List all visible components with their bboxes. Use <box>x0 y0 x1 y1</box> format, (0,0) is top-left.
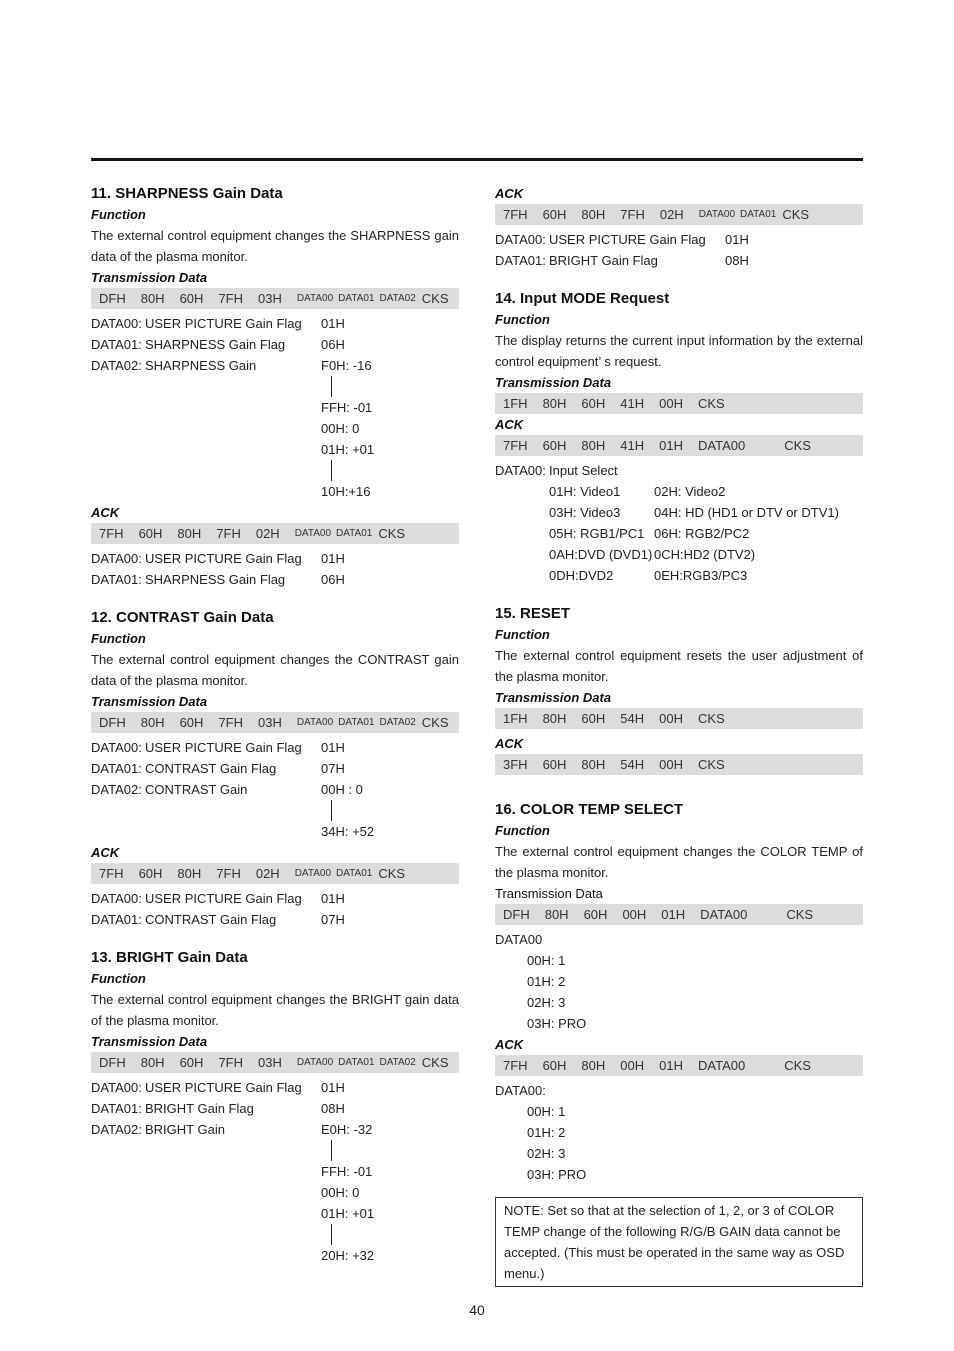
transmission-label: Transmission Data <box>495 690 612 705</box>
byte: DATA01 <box>338 717 375 728</box>
data-desc: SHARPNESS Gain <box>145 358 257 373</box>
transmission-label: Transmission Data <box>495 886 603 901</box>
data-row <box>495 992 863 1013</box>
byte: 02H <box>255 526 280 541</box>
data-row <box>91 313 459 334</box>
transmission-label: Transmission Data <box>91 694 208 709</box>
range-bar <box>331 376 332 397</box>
data-key: DATA00: <box>495 1083 546 1098</box>
byte: 80H <box>140 715 165 730</box>
data-key: DATA02: <box>91 782 142 797</box>
right-column <box>495 183 863 1304</box>
function-text: The external control equipment changes the SHARPNESS gain data of the plasma monitor. <box>91 228 459 264</box>
byte: DATA00 <box>296 293 334 304</box>
byte: 60H <box>581 396 606 411</box>
data-value: 00H : 0 <box>321 782 363 797</box>
byte: CKS <box>698 757 725 772</box>
byte: 80H <box>581 1058 606 1073</box>
byte: 60H <box>542 207 567 222</box>
byte: CKS <box>784 1058 811 1073</box>
byte: 3FH <box>503 757 528 772</box>
left-column <box>91 183 459 1283</box>
byte: 54H <box>620 711 645 726</box>
section-title: 16. COLOR TEMP SELECT <box>495 801 684 818</box>
data-row <box>91 1098 459 1119</box>
input-row <box>495 502 863 523</box>
byte: 60H <box>179 291 204 306</box>
data-row <box>495 1122 863 1143</box>
data-value: E0H: -32 <box>321 1122 373 1137</box>
data-value: 06H <box>321 572 345 587</box>
byte: CKS <box>378 866 406 881</box>
data-row <box>91 334 459 355</box>
data-key: DATA00: <box>495 463 546 478</box>
ack-label: ACK <box>91 845 120 860</box>
data-row <box>91 1077 459 1098</box>
input-option: 05H: RGB1/PC1 <box>549 526 645 541</box>
data-row <box>495 950 863 971</box>
byte: 80H <box>542 711 567 726</box>
data-list <box>91 1077 459 1266</box>
data-row <box>495 1164 863 1185</box>
byte: 7FH <box>218 1055 243 1070</box>
byte: DFH <box>99 291 126 306</box>
input-option: 04H: HD (HD1 or DTV or DTV1) <box>654 505 839 520</box>
range-bar <box>331 1224 332 1245</box>
data-value: 08H <box>725 253 749 268</box>
byte: 7FH <box>216 866 241 881</box>
byte: 02H <box>255 866 280 881</box>
byte: 00H <box>659 396 683 411</box>
ack-data-list <box>495 229 863 271</box>
transmission-label: Transmission Data <box>91 270 208 285</box>
ack-bar <box>495 435 863 456</box>
ack-data-list <box>495 1080 863 1185</box>
data-value: 01H <box>321 551 345 566</box>
byte: 80H <box>544 907 569 922</box>
range-value: 00H: 0 <box>321 421 360 436</box>
function-text: The external control equipment changes the BRIGHT gain data of the plasma monitor. <box>91 992 459 1028</box>
data-value: 02H: 3 <box>527 995 566 1010</box>
data-row <box>495 1013 863 1034</box>
byte: CKS <box>378 526 406 541</box>
data-key: DATA00: <box>91 316 142 331</box>
data-row <box>91 737 459 758</box>
ack-label: ACK <box>495 1037 524 1052</box>
byte: DATA00 <box>698 1058 746 1073</box>
data-value: 03H: PRO <box>527 1167 587 1182</box>
byte: 00H <box>659 757 683 772</box>
byte: CKS <box>786 907 814 922</box>
byte: DATA01 <box>338 293 375 304</box>
byte: 1FH <box>503 396 528 411</box>
data-row <box>91 355 459 376</box>
data-row <box>495 250 863 271</box>
data-value: 00H: 1 <box>527 953 566 968</box>
data-value: 00H: 1 <box>527 1104 566 1119</box>
data-row <box>91 418 459 439</box>
data-key: DATA00: <box>91 551 142 566</box>
data-key: DATA01: <box>91 1101 142 1116</box>
transmission-bar <box>495 708 863 729</box>
byte: DATA02 <box>379 1057 416 1068</box>
range-bar <box>331 1140 332 1161</box>
data-row <box>91 1182 459 1203</box>
data-list <box>495 460 863 586</box>
byte: CKS <box>421 715 449 730</box>
data-key: DATA00 <box>495 932 543 947</box>
input-row <box>495 565 863 586</box>
data-key: DATA02: <box>91 1122 142 1137</box>
byte: CKS <box>421 291 449 306</box>
data-list <box>91 737 459 842</box>
byte: 00H <box>659 711 683 726</box>
data-desc: BRIGHT Gain <box>145 1122 225 1137</box>
data-key: DATA01: <box>91 761 142 776</box>
section-bright-ack <box>495 183 863 271</box>
byte: 80H <box>140 291 165 306</box>
byte: 1FH <box>503 711 528 726</box>
data-value: 01H <box>321 891 345 906</box>
data-key: DATA00: <box>91 1080 142 1095</box>
range-bar-row <box>91 376 459 397</box>
data-value: 02H: 3 <box>527 1146 566 1161</box>
data-row <box>91 1245 459 1266</box>
function-label: Function <box>91 971 146 986</box>
byte: 01H <box>659 1058 683 1073</box>
data-value: 06H <box>321 337 345 352</box>
byte: 7FH <box>503 438 528 453</box>
byte: 80H <box>140 1055 165 1070</box>
transmission-bar <box>495 904 863 925</box>
section-bright <box>91 947 459 1266</box>
function-text: The external control equipment resets the user adjustment of the plasma monitor. <box>495 648 863 684</box>
byte: 60H <box>542 1058 567 1073</box>
data-value: 01H <box>321 1080 345 1095</box>
byte: 00H <box>620 1058 645 1073</box>
range-bar-row <box>91 1140 459 1161</box>
byte: DATA01 <box>338 1057 375 1068</box>
data-value: 03H: PRO <box>527 1016 587 1031</box>
byte: 7FH <box>218 715 243 730</box>
data-desc: BRIGHT Gain Flag <box>549 253 658 268</box>
range-bar-row <box>91 800 459 821</box>
ack-label: ACK <box>91 505 120 520</box>
range-value: 01H: +01 <box>321 1206 375 1221</box>
data-desc: CONTRAST Gain Flag <box>145 761 277 776</box>
ack-data-list <box>91 888 459 930</box>
byte: 03H <box>258 1055 282 1070</box>
range-value: FFH: -01 <box>321 400 373 415</box>
byte: 7FH <box>620 207 645 222</box>
data-row <box>495 1101 863 1122</box>
input-option: 01H: Video1 <box>549 484 621 499</box>
section-input-mode <box>495 288 863 586</box>
data-value: 01H: 2 <box>527 1125 566 1140</box>
data-row <box>91 569 459 590</box>
data-row <box>91 397 459 418</box>
byte: DATA00 <box>294 868 332 879</box>
data-row <box>91 1203 459 1224</box>
byte: DATA01 <box>740 209 777 220</box>
byte: CKS <box>782 207 810 222</box>
data-key: DATA01: <box>495 253 546 268</box>
function-label: Function <box>91 631 146 646</box>
byte: 41H <box>620 396 645 411</box>
byte: DATA00 <box>296 1057 334 1068</box>
top-rule <box>91 158 863 161</box>
note-box: NOTE: Set so that at the selection of 1, 2, or 3 of COLOR TEMP change of the following R/G/B GAIN data cannot be accepted. (This must be operated in the same way as OSD menu.) <box>495 1197 863 1287</box>
data-desc: USER PICTURE Gain Flag <box>549 232 706 247</box>
input-row <box>495 544 863 565</box>
data-value: 08H <box>321 1101 345 1116</box>
function-label: Function <box>495 627 550 642</box>
function-label: Function <box>495 823 550 838</box>
input-row <box>495 481 863 502</box>
data-list <box>91 313 459 502</box>
data-desc: CONTRAST Gain <box>145 782 248 797</box>
byte: 60H <box>542 757 567 772</box>
data-value: 01H <box>725 232 749 247</box>
data-row <box>91 758 459 779</box>
byte: 7FH <box>503 1058 528 1073</box>
function-text: The external control equipment changes the COLOR TEMP of the plasma monitor. <box>495 844 863 880</box>
data-desc: SHARPNESS Gain Flag <box>145 572 286 587</box>
byte: 02H <box>659 207 684 222</box>
function-label: Function <box>91 207 146 222</box>
byte: 80H <box>177 866 202 881</box>
data-desc: SHARPNESS Gain Flag <box>145 337 286 352</box>
data-desc: Input Select <box>549 463 618 478</box>
data-key: DATA01: <box>91 572 142 587</box>
data-desc: USER PICTURE Gain Flag <box>145 551 302 566</box>
byte: 60H <box>138 866 163 881</box>
byte: 60H <box>583 907 608 922</box>
byte: DATA01 <box>336 868 373 879</box>
data-value: 01H <box>321 740 345 755</box>
ack-bar <box>495 1055 863 1076</box>
byte: DATA00 <box>698 438 746 453</box>
byte: 41H <box>620 438 645 453</box>
byte: DATA00 <box>296 717 334 728</box>
data-desc: USER PICTURE Gain Flag <box>145 316 302 331</box>
byte: DFH <box>99 1055 126 1070</box>
page-number: 40 <box>469 1302 485 1318</box>
byte: 03H <box>258 291 282 306</box>
range-bar-row <box>91 1224 459 1245</box>
input-option: 03H: Video3 <box>549 505 621 520</box>
byte: 80H <box>581 438 606 453</box>
section-title: 11. SHARPNESS Gain Data <box>91 185 283 202</box>
range-value: 00H: 0 <box>321 1185 360 1200</box>
input-option: 0DH:DVD2 <box>549 568 614 583</box>
data-row <box>91 548 459 569</box>
section-title: 13. BRIGHT Gain Data <box>91 949 248 966</box>
byte: CKS <box>421 1055 449 1070</box>
input-option: 0AH:DVD (DVD1) <box>549 547 653 562</box>
input-option: 02H: Video2 <box>654 484 726 499</box>
range-value: 20H: +32 <box>321 1248 375 1263</box>
section-sharpness <box>91 183 459 590</box>
data-row <box>91 779 459 800</box>
range-value: 01H: +01 <box>321 442 375 457</box>
byte: CKS <box>784 438 811 453</box>
byte: 7FH <box>99 526 124 541</box>
byte: 00H <box>622 907 647 922</box>
input-row <box>495 523 863 544</box>
ack-bar <box>91 523 459 544</box>
data-row <box>91 821 459 842</box>
function-text: The display returns the current input information by the external control equipment’ s request. <box>495 333 863 369</box>
data-desc: USER PICTURE Gain Flag <box>145 891 302 906</box>
data-value: 01H <box>321 316 345 331</box>
range-bar-row <box>91 460 459 481</box>
byte: DATA00 <box>294 528 332 539</box>
range-value: FFH: -01 <box>321 1164 373 1179</box>
byte: 80H <box>581 207 606 222</box>
data-row <box>495 971 863 992</box>
data-row <box>91 1119 459 1140</box>
ack-label: ACK <box>495 417 524 432</box>
byte: 80H <box>542 396 567 411</box>
byte: CKS <box>698 396 725 411</box>
byte: 01H <box>659 438 683 453</box>
byte: 7FH <box>216 526 241 541</box>
data-value: 07H <box>321 761 345 776</box>
data-value: 07H <box>321 912 345 927</box>
ack-label: ACK <box>495 186 524 201</box>
data-list <box>495 929 863 1034</box>
byte: 80H <box>581 757 606 772</box>
transmission-bar <box>91 288 459 309</box>
data-key: DATA01: <box>91 912 142 927</box>
transmission-bar <box>495 393 863 414</box>
range-value: 10H:+16 <box>321 484 371 499</box>
byte: 54H <box>620 757 645 772</box>
section-reset <box>495 603 863 775</box>
data-key: DATA00: <box>91 891 142 906</box>
transmission-label: Transmission Data <box>91 1034 208 1049</box>
ack-label: ACK <box>495 736 524 751</box>
ack-data-list <box>91 548 459 590</box>
transmission-bar <box>91 712 459 733</box>
ack-bar <box>91 863 459 884</box>
data-row <box>495 1080 863 1101</box>
byte: 7FH <box>99 866 124 881</box>
byte: DATA02 <box>379 293 416 304</box>
input-option: 0CH:HD2 (DTV2) <box>654 547 756 562</box>
function-label: Function <box>495 312 550 327</box>
data-row <box>91 909 459 930</box>
byte: 7FH <box>218 291 243 306</box>
data-row <box>495 460 863 481</box>
byte: 60H <box>179 1055 204 1070</box>
byte: DATA02 <box>379 717 416 728</box>
byte: DFH <box>503 907 530 922</box>
range-bar <box>331 800 332 821</box>
input-option: 0EH:RGB3/PC3 <box>654 568 748 583</box>
range-bar <box>331 460 332 481</box>
data-key: DATA00: <box>495 232 546 247</box>
byte: 01H <box>661 907 686 922</box>
data-key: DATA00: <box>91 740 142 755</box>
transmission-bar <box>91 1052 459 1073</box>
section-title: 15. RESET <box>495 605 571 622</box>
input-option: 06H: RGB2/PC2 <box>654 526 750 541</box>
data-desc: CONTRAST Gain Flag <box>145 912 277 927</box>
data-row <box>495 229 863 250</box>
data-row <box>495 1143 863 1164</box>
byte: 60H <box>581 711 606 726</box>
data-row <box>91 439 459 460</box>
section-color-temp <box>495 799 863 1287</box>
section-title: 14. Input MODE Request <box>495 290 670 307</box>
section-title: 12. CONTRAST Gain Data <box>91 609 274 626</box>
byte: DATA00 <box>700 907 748 922</box>
transmission-label: Transmission Data <box>495 375 612 390</box>
byte: DFH <box>99 715 126 730</box>
byte: CKS <box>698 711 725 726</box>
ack-bar <box>495 754 863 775</box>
byte: 03H <box>258 715 282 730</box>
ack-bar <box>495 204 863 225</box>
byte: 60H <box>138 526 163 541</box>
data-desc: BRIGHT Gain Flag <box>145 1101 254 1116</box>
data-key: DATA02: <box>91 358 142 373</box>
data-value: 01H: 2 <box>527 974 566 989</box>
byte: 80H <box>177 526 202 541</box>
byte: 7FH <box>503 207 528 222</box>
range-value: 34H: +52 <box>321 824 375 839</box>
data-row <box>91 888 459 909</box>
byte: DATA00 <box>698 209 736 220</box>
section-contrast <box>91 607 459 930</box>
byte: 60H <box>542 438 567 453</box>
data-row <box>91 1161 459 1182</box>
data-desc: USER PICTURE Gain Flag <box>145 1080 302 1095</box>
byte: 60H <box>179 715 204 730</box>
data-value: F0H: -16 <box>321 358 372 373</box>
function-text: The external control equipment changes the CONTRAST gain data of the plasma monitor. <box>91 652 459 688</box>
data-key: DATA01: <box>91 337 142 352</box>
data-desc: USER PICTURE Gain Flag <box>145 740 302 755</box>
data-row <box>495 929 863 950</box>
data-row <box>91 481 459 502</box>
byte: DATA01 <box>336 528 373 539</box>
